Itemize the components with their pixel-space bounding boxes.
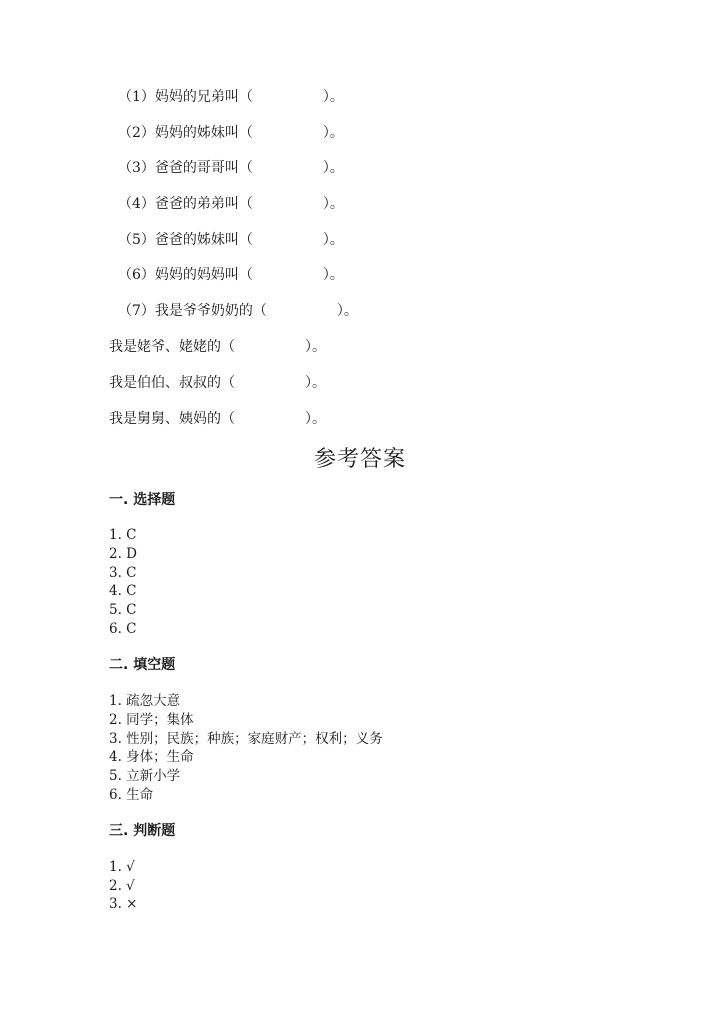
answer-key-title: 参考答案 [313,447,406,472]
answer-item: 4. C [109,583,137,599]
answer-item: 5. C [109,602,137,618]
section-heading-judge: 三. 判断题 [109,823,176,839]
question-line: （4）爸爸的弟弟叫（ ）。 [118,196,344,212]
answer-item: 2. √ [109,878,135,894]
answer-item: 3. 性别；民族；种族；家庭财产；权利；义务 [109,731,383,747]
answer-item: 2. 同学；集体 [109,712,194,728]
answer-item: 6. 生命 [109,787,154,803]
section-heading-choice: 一. 选择题 [109,492,176,508]
answer-item: 1. √ [109,859,135,875]
question-line: （6）妈妈的妈妈叫（ ）。 [118,267,344,283]
answer-item: 1. C [109,527,137,543]
answer-item: 6. C [109,621,137,637]
question-line: （3）爸爸的哥哥叫（ ）。 [118,160,344,176]
question-line: （2）妈妈的姊妹叫（ ）。 [118,125,344,141]
question-line: （1）妈妈的兄弟叫（ ）。 [118,89,344,105]
relation-line: 我是舅舅、姨妈的（ ）。 [109,411,326,427]
answer-item: 3. C [109,565,137,581]
answer-item: 4. 身体；生命 [109,749,194,765]
answer-item: 3. × [109,896,138,912]
answer-item: 2. D [109,546,137,562]
answer-item: 1. 疏忽大意 [109,693,181,709]
question-line: （5）爸爸的姊妹叫（ ）。 [118,232,344,248]
relation-line: 我是伯伯、叔叔的（ ）。 [109,375,326,391]
relation-line: 我是姥爷、姥姥的（ ）。 [109,339,326,355]
section-heading-fill: 二. 填空题 [109,657,176,673]
question-line: （7）我是爷爷奶奶的（ ）。 [118,303,358,319]
answer-item: 5. 立新小学 [109,768,181,784]
